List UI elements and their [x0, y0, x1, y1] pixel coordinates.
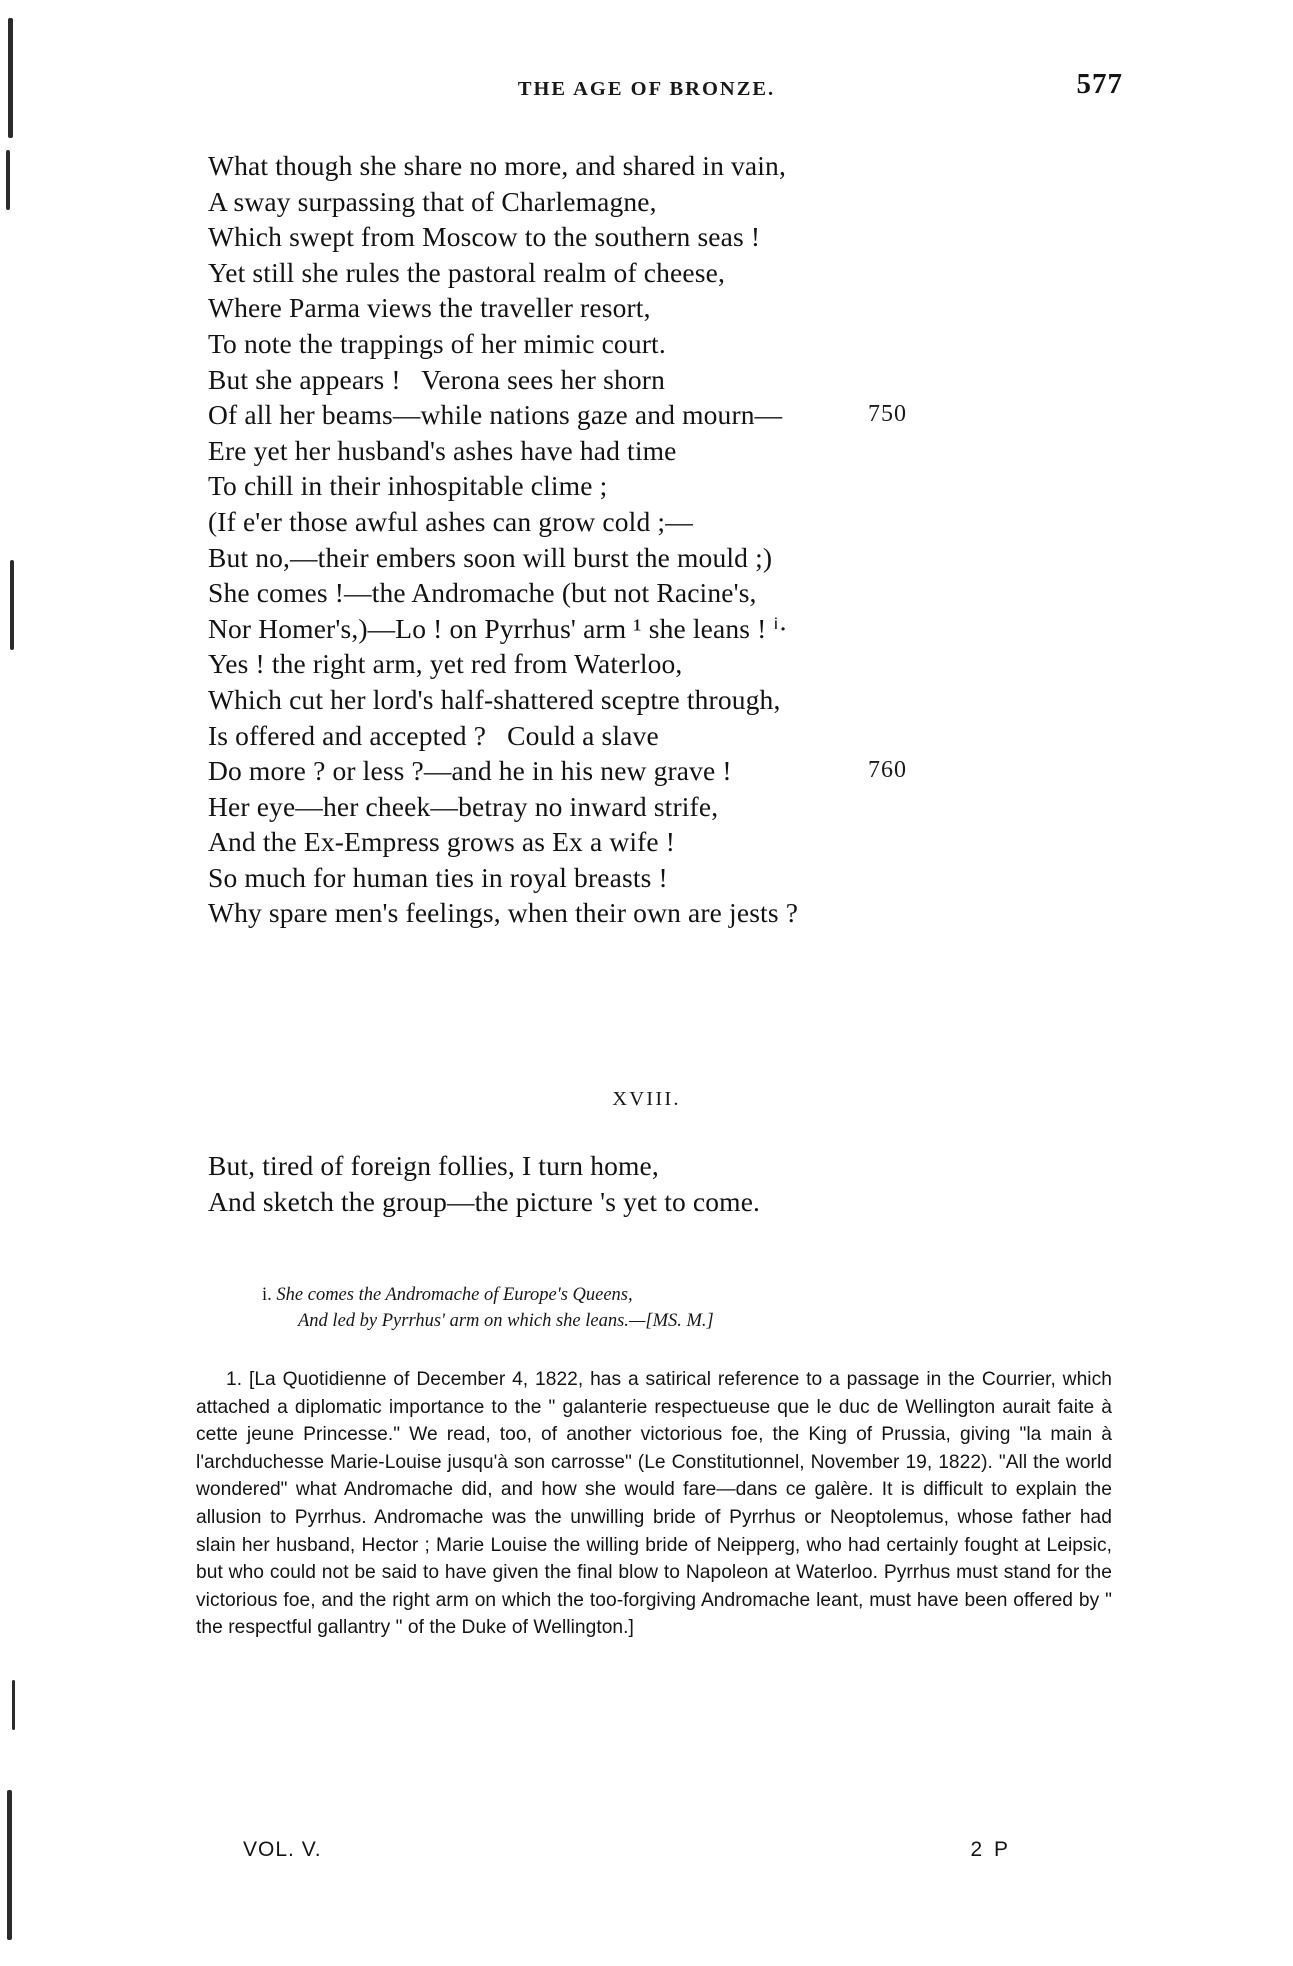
signature-mark: 2 P: [970, 1838, 1011, 1861]
footnote-marker: 1.: [226, 1369, 243, 1390]
scan-blot: [7, 1790, 12, 1940]
page-number: 577: [1076, 68, 1123, 100]
verse-line-text: A sway surpassing that of Charlemagne,: [208, 185, 657, 217]
verse-line: [208, 753, 1128, 789]
verse-line-text: Yet still she rules the pastoral realm of cheese,: [208, 256, 725, 288]
verse-line-text: And the Ex-Empress grows as Ex a wife !: [208, 826, 676, 858]
verse-line: [208, 326, 1128, 362]
verse-line: [208, 468, 1128, 504]
verse-line: [208, 397, 1128, 433]
running-head-title: THE AGE OF BRONZE.: [517, 78, 776, 100]
verse-line-text: Which swept from Moscow to the southern seas !: [208, 221, 761, 253]
verse-line-text: (If e'er those awful ashes can grow cold ;—: [208, 505, 693, 537]
verse-line-text: And sketch the group—the picture 's yet to come.: [208, 1185, 761, 1217]
scan-blot: [12, 1680, 15, 1730]
ms-note-line2-wrap: [262, 1308, 1082, 1334]
footnote: [196, 1366, 1112, 1642]
verse-line: [208, 184, 1128, 220]
verse-line: [208, 148, 1128, 184]
volume-label: VOL. V.: [243, 1838, 322, 1861]
verse-line-text: What though she share no more, and shared in vain,: [208, 150, 786, 181]
verse-line: [208, 290, 1128, 326]
scan-blot: [6, 150, 10, 210]
section-number: XVIII.: [612, 1088, 681, 1110]
scan-gutter: [0, 0, 26, 1966]
verse-line: [208, 789, 1128, 825]
ms-note-line1: She comes the Andromache of Europe's Queens,: [276, 1285, 633, 1305]
verse-line: [208, 718, 1128, 754]
verse-line-text: Nor Homer's,)—Lo ! on Pyrrhus' arm ¹ she leans ! ⁱ·: [208, 612, 788, 644]
verse-line-text: But, tired of foreign follies, I turn home,: [208, 1150, 659, 1181]
scan-blot: [10, 560, 14, 650]
ms-note-line2: And led by Pyrrhus' arm on which she leans.: [298, 1311, 629, 1331]
verse-line-text: Her eye—her cheek—betray no inward strife,: [208, 790, 719, 822]
ms-note-source: —[MS. M.]: [628, 1311, 714, 1331]
verse-line-text: Of all her beams—while nations gaze and mourn—: [208, 399, 783, 431]
verse-line-text: Do more ? or less ?—and he in his new grave !: [208, 755, 732, 787]
verse-line-text: To chill in their inhospitable clime ;: [208, 470, 608, 502]
verse-line-text: So much for human ties in royal breasts !: [208, 861, 668, 893]
verse-line-text: Where Parma views the traveller resort,: [208, 292, 651, 324]
verse-line: [208, 575, 1128, 611]
verse-line: [208, 433, 1128, 469]
verse-line: [208, 540, 1128, 576]
verse-line-text: To note the trappings of her mimic court.: [208, 327, 666, 359]
manuscript-variant-note: [262, 1282, 1082, 1334]
verse-line-text: Which cut her lord's half-shattered sceptre through,: [208, 683, 781, 715]
verse-line-number: 750: [868, 401, 907, 428]
verse-line: [208, 860, 1128, 896]
verse-line: [208, 1148, 1128, 1184]
verse-line: [208, 362, 1128, 398]
verse-line-text: Is offered and accepted ? Could a slave: [208, 719, 659, 751]
verse-line-text: Yes ! the right arm, yet red from Waterloo,: [208, 648, 683, 680]
verse-block: [208, 148, 1128, 931]
verse-line-text: Why spare men's feelings, when their own are jests ?: [208, 897, 799, 929]
verse-line: [208, 824, 1128, 860]
ms-note-marker: i.: [262, 1285, 272, 1305]
closing-couplet: [208, 1148, 1128, 1219]
verse-line-text: But no,—their embers soon will burst the mould ;): [208, 541, 773, 573]
footnote-text: [La Quotidienne of December 4, 1822, has a satirical reference to a passage in the Courrier, which attached a diplomatic importance to the " galanterie respectueuse que le duc de Wellington aurait faite à cette jeune Princesse." We read, too, of another victorious foe, the King of Prussia, giving "la main à l'archduchesse Marie-Louise jusqu'à son carrosse" (Le Constitutionnel, November 19, 1822). "All the world wondered" what Andromache did, and how she would fare—dans ce galère. It is difficult to explain the allusion to Pyrrhus. Andromache was the unwilling bride of Pyrrhus or Neoptolemus, whose father had slain her husband, Hector ; Marie Louise the willing bride of Neipperg, who had certainly fought at Leipsic, but who could not be said to have given the final blow to Napoleon at Waterloo. Pyrrhus must stand for the victorious foe, and the right arm on which the too-forgiving Andromache leant, must have been offered by " the respectful gallantry " of the Duke of Wellington.]: [196, 1369, 1112, 1639]
verse-line: [208, 895, 1128, 931]
verse-line-text: Ere yet her husband's ashes have had time: [208, 434, 677, 466]
verse-line: [208, 682, 1128, 718]
verse-line: [208, 504, 1128, 540]
verse-line: [208, 255, 1128, 291]
verse-line-text: But she appears ! Verona sees her shorn: [208, 363, 665, 395]
verse-line-number: 760: [868, 757, 907, 784]
verse-line: [208, 219, 1128, 255]
verse-line: [208, 646, 1128, 682]
verse-line: [208, 1184, 1128, 1220]
verse-line: [208, 611, 1128, 647]
verse-line-text: She comes !—the Andromache (but not Racine's,: [208, 577, 757, 609]
